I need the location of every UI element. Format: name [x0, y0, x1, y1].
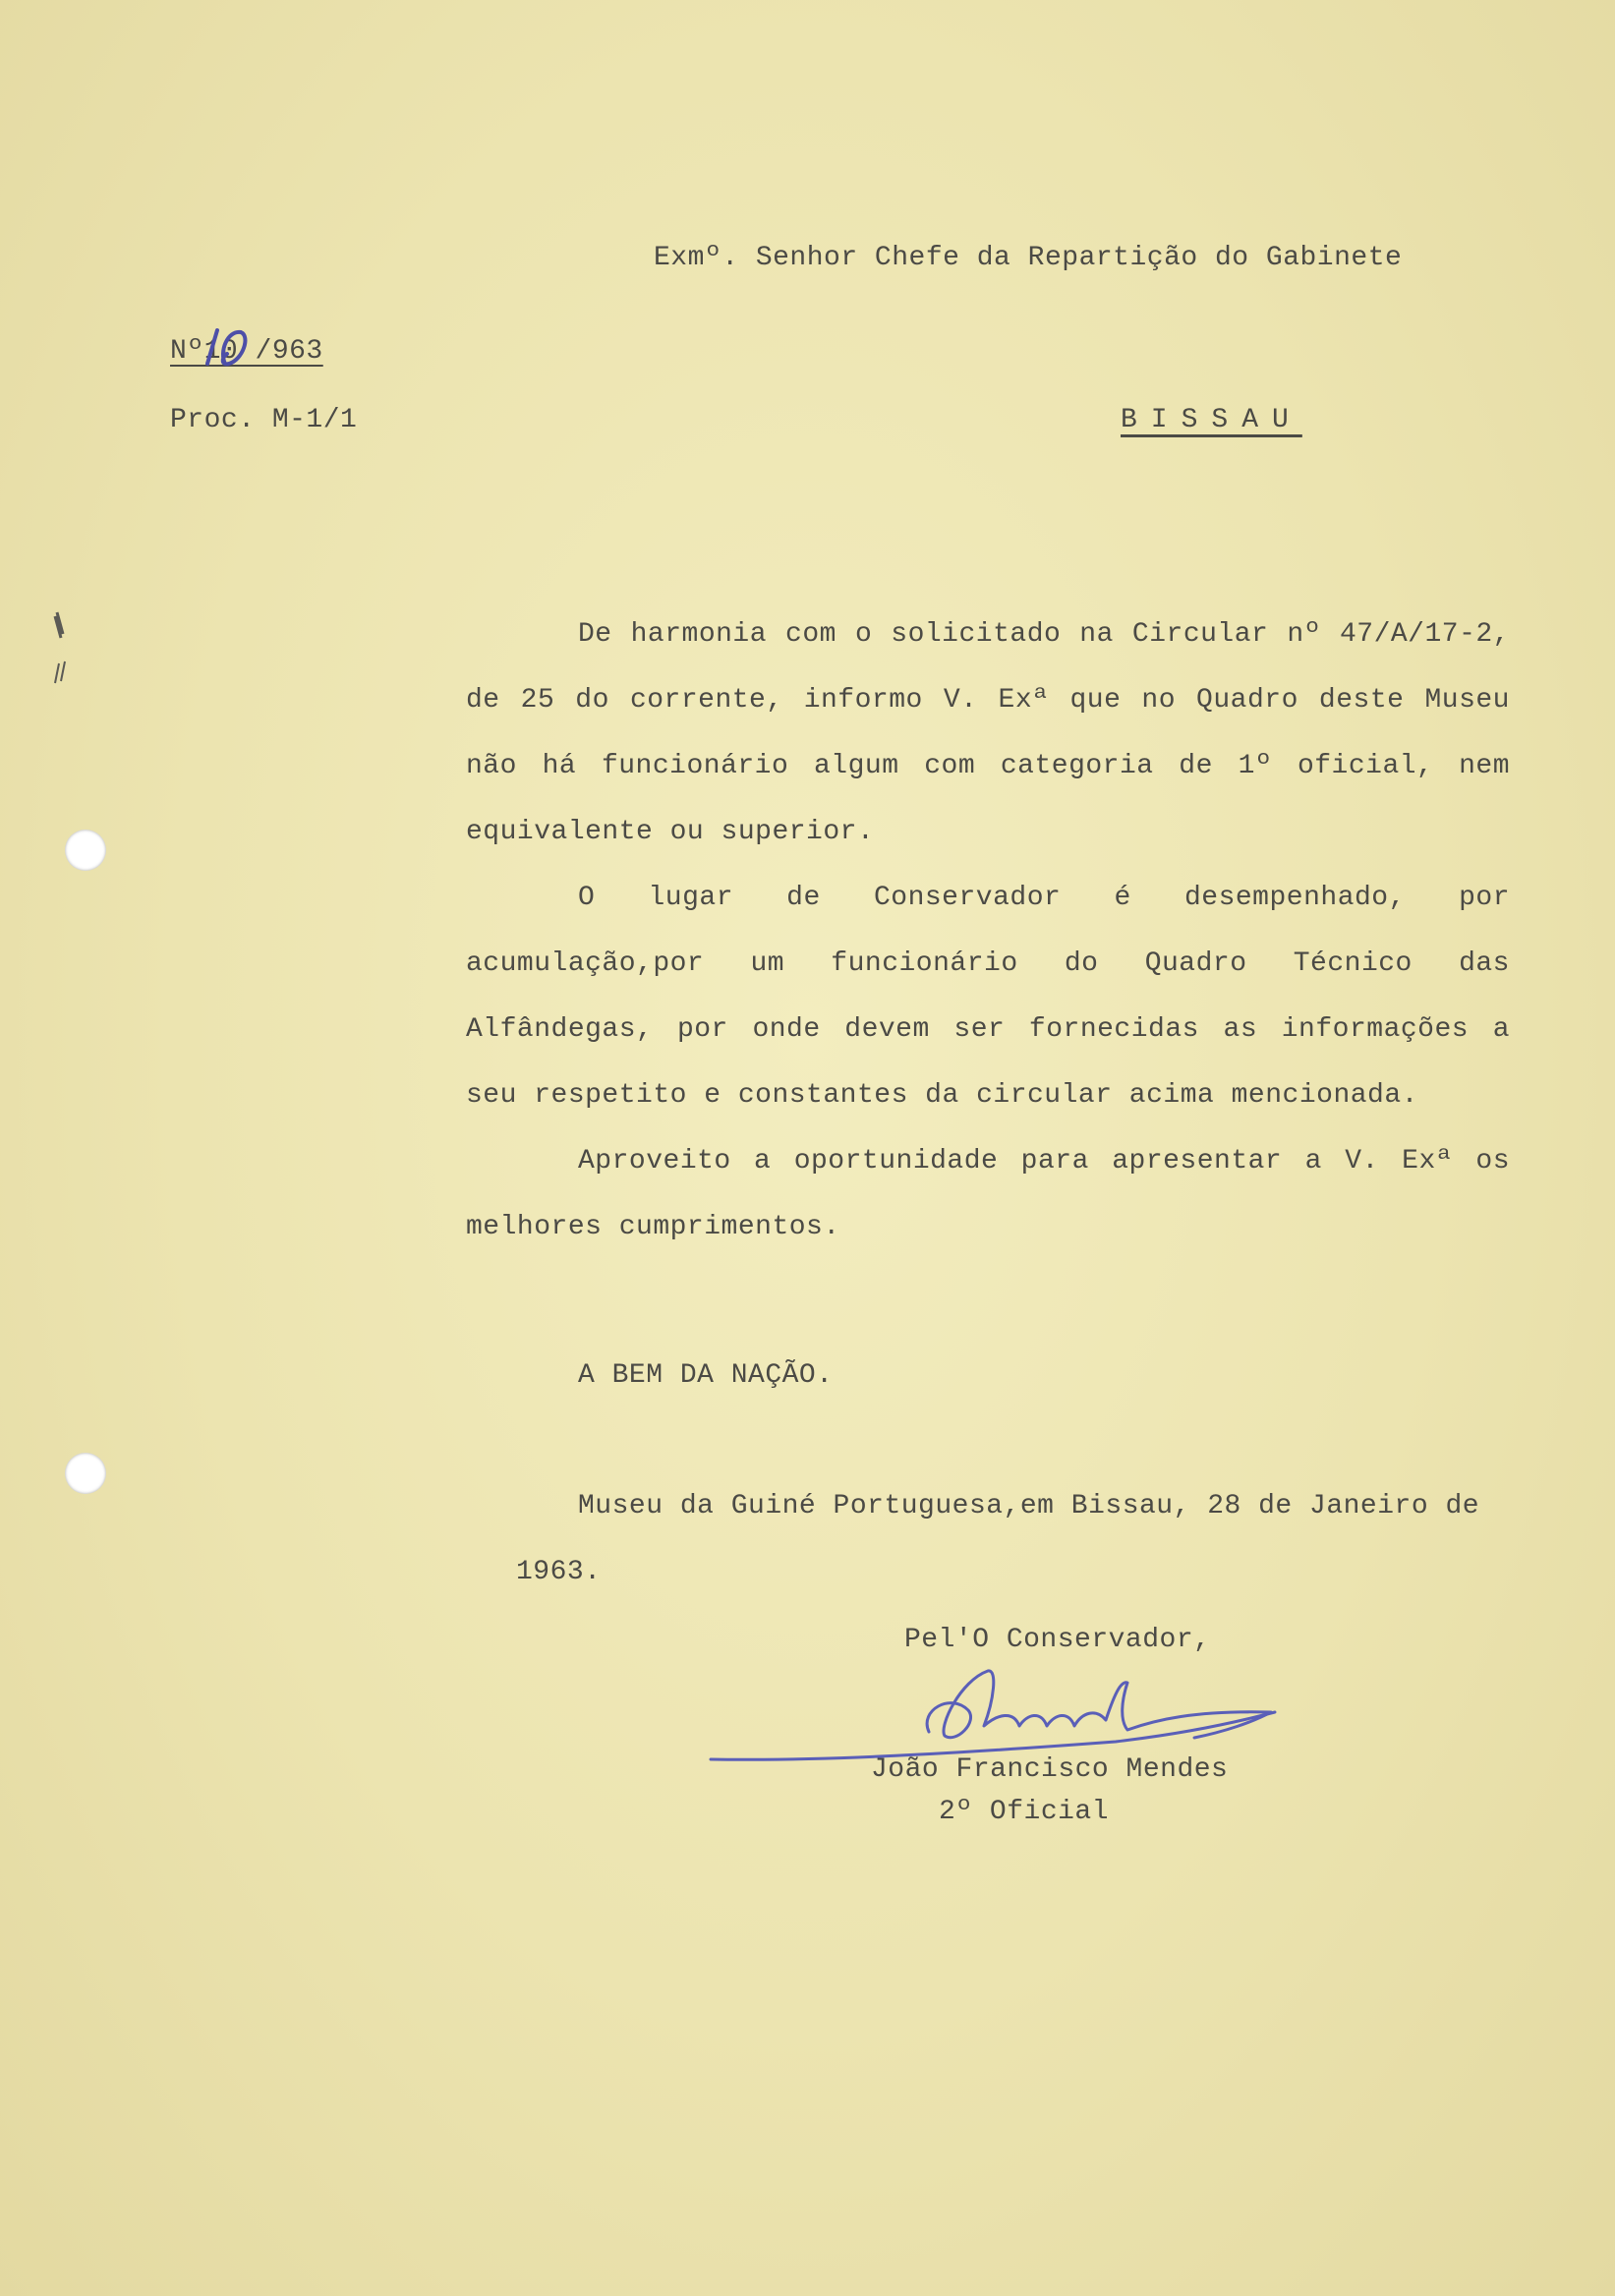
signer-title: 2º Oficial: [939, 1797, 1110, 1827]
body-paragraph: O lugar de Conservador é desempenhado, por acumulação,por um funcionário do Quadro Técnico das Alfândegas, por onde devem ser fornecidas as informações a seu respetito e constantes da circular acima mencionada.: [466, 883, 1510, 1111]
recipient-line: Exmº. Senhor Chefe da Repartição do Gabinete: [654, 243, 1403, 273]
body-paragraph: De harmonia com o solicitado na Circular nº 47/A/17-2, de 25 do corrente, informo V. Exª que no Quadro deste Museu não há funcionário algum com categoria de 1º oficial, nem equivalente ou superior.: [466, 619, 1510, 847]
handwritten-number-ink: [202, 324, 260, 373]
place-date-line: Museu da Guiné Portuguesa,em Bissau, 28 de Janeiro de: [578, 1491, 1480, 1521]
punch-hole-bottom: [65, 1453, 106, 1494]
body-paragraph: Aproveito a oportunidade para apresentar a V. Exª os melhores cumprimentos.: [466, 1146, 1510, 1242]
pencil-margin-mark: [47, 604, 87, 693]
punch-hole-top: [65, 830, 106, 871]
place-date-year: 1963.: [516, 1557, 602, 1587]
closing-salutation: A BEM DA NAÇÃO.: [578, 1360, 834, 1391]
process-reference: Proc. M-1/1: [170, 405, 358, 435]
reference-number: Nº10 /963: [170, 336, 323, 367]
signer-name: João Francisco Mendes: [871, 1754, 1229, 1785]
on-behalf-of-line: Pel'O Conservador,: [904, 1625, 1211, 1655]
city-heading: BISSAU: [1121, 405, 1302, 435]
letter-body: [466, 602, 1510, 1260]
